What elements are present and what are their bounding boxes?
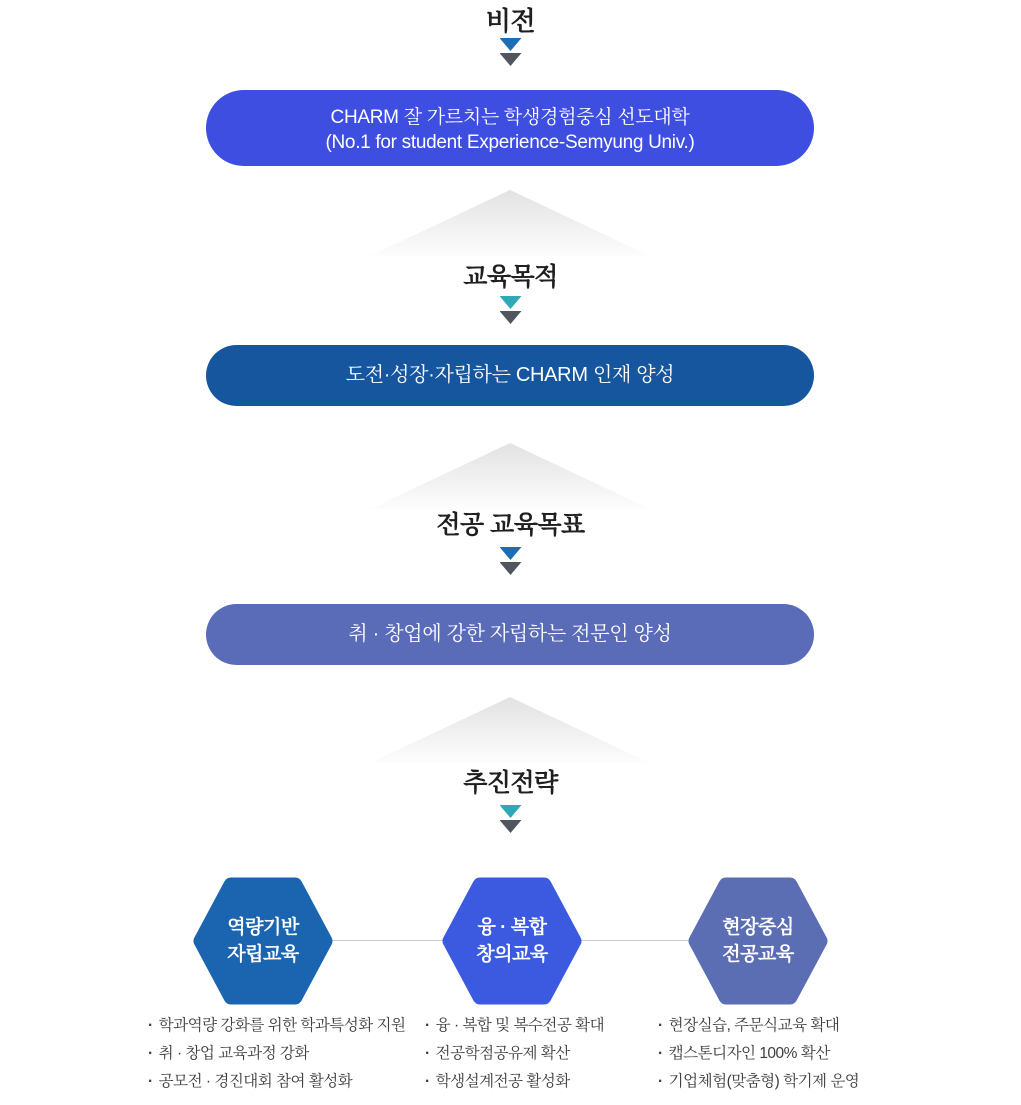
hexagon-label-line1: 현장중심: [722, 917, 794, 938]
list-item: · 공모전 · 경진대회 참여 활성화: [148, 1068, 405, 1096]
strategy-title: 추진전략: [463, 769, 558, 797]
strategy-detail-list: [425, 1012, 604, 1096]
double-arrow-down-icon: [500, 296, 522, 324]
arrow-down-icon: [500, 820, 522, 833]
hexagon-connector-line: [582, 940, 688, 941]
list-item: · 전공학점공유제 확산: [425, 1040, 604, 1068]
double-arrow-down-icon: [500, 38, 522, 66]
arrow-down-icon: [500, 38, 522, 51]
hexagon-label-line1: 역량기반: [227, 917, 299, 938]
strategy-hexagon: [193, 877, 333, 1005]
arrow-down-icon: [500, 296, 522, 309]
fade-triangle-decoration: [370, 697, 650, 763]
major-goal-title: 전공 교육목표: [436, 511, 585, 539]
arrow-down-icon: [500, 311, 522, 324]
list-item: · 학과역량 강화를 위한 학과특성화 지원: [148, 1012, 405, 1040]
list-item: · 취 · 창업 교육과정 강화: [148, 1040, 405, 1068]
hexagon-label: [442, 877, 582, 1005]
hexagon-connector-line: [333, 940, 442, 941]
hexagon-label-line2: 전공교육: [722, 944, 794, 965]
strategy-detail-list: [658, 1012, 859, 1096]
hexagon-label: [688, 877, 828, 1005]
strategy-detail-list: [148, 1012, 405, 1096]
purpose-card: 도전·성장·자립하는 CHARM 인재 양성: [206, 345, 814, 406]
hexagon-label-line2: 자립교육: [227, 944, 299, 965]
hexagon-label-line1: 융 · 복합: [477, 917, 547, 938]
strategy-hexagon: [688, 877, 828, 1005]
vision-card: [206, 90, 814, 166]
list-item: · 기업체험(맞춤형) 학기제 운영: [658, 1068, 859, 1096]
strategy-hexagon: [442, 877, 582, 1005]
double-arrow-down-icon: [500, 547, 522, 575]
major-goal-card: 취 · 창업에 강한 자립하는 전문인 양성: [206, 604, 814, 665]
arrow-down-icon: [500, 53, 522, 66]
list-item: · 현장실습, 주문식교육 확대: [658, 1012, 859, 1040]
fade-triangle-decoration: [370, 190, 650, 256]
vision-card-line2: (No.1 for student Experience-Semyung Univ.): [325, 132, 695, 153]
vision-card-line1: CHARM 잘 가르치는 학생경험중심 선도대학: [330, 107, 690, 128]
list-item: · 캡스톤디자인 100% 확산: [658, 1040, 859, 1068]
arrow-down-icon: [500, 805, 522, 818]
hexagon-label-line2: 창의교육: [476, 944, 548, 965]
list-item: · 융 · 복합 및 복수전공 확대: [425, 1012, 604, 1040]
arrow-down-icon: [500, 562, 522, 575]
hexagon-label: [193, 877, 333, 1005]
arrow-down-icon: [500, 547, 522, 560]
purpose-title: 교육목적: [463, 263, 558, 291]
vision-title: 비전: [485, 6, 536, 36]
double-arrow-down-icon: [500, 805, 522, 833]
fade-triangle-decoration: [370, 443, 650, 509]
list-item: · 학생설계전공 활성화: [425, 1068, 604, 1096]
